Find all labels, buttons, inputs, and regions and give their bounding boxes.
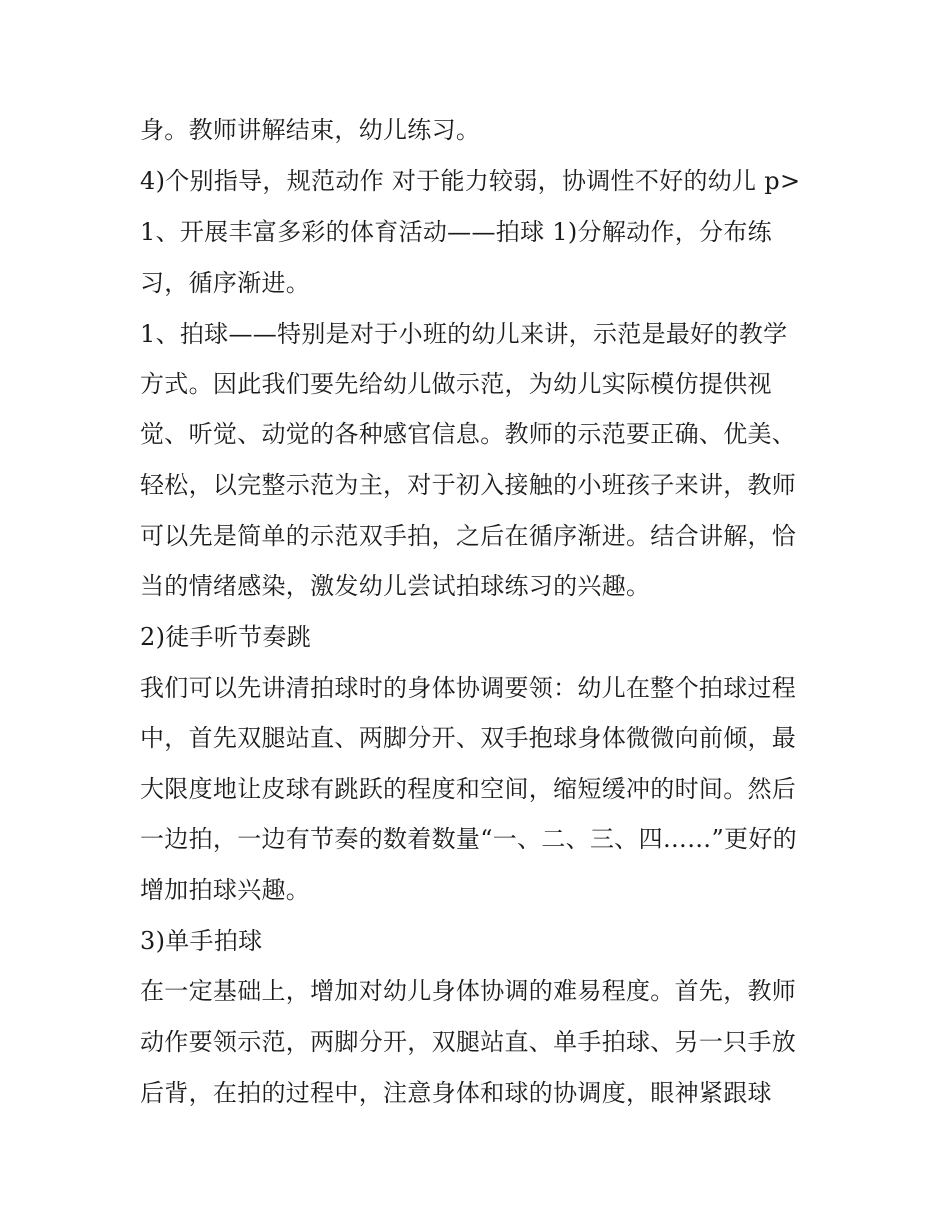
text-line: 在一定基础上，增加对幼儿身体协调的难易程度。首先，教师 xyxy=(140,977,797,1005)
text-line: 3)单手拍球 xyxy=(140,927,263,955)
text-line: 当的情绪感染，激发幼儿尝试拍球练习的兴趣。 xyxy=(140,572,651,600)
text-line: 轻松，以完整示范为主，对于初入接触的小班孩子来讲，教师 xyxy=(140,471,797,499)
text-line: 方式。因此我们要先给幼儿做示范，为幼儿实际模仿提供视 xyxy=(140,370,772,398)
text-line: 大限度地让皮球有跳跃的程度和空间，缩短缓冲的时间。然后 xyxy=(140,775,797,803)
text-line: 可以先是简单的示范双手拍，之后在循序渐进。结合讲解，恰 xyxy=(140,522,797,550)
text-line: 动作要领示范，两脚分开，双腿站直、单手拍球、另一只手放 xyxy=(140,1028,797,1056)
text-line: 一边拍，一边有节奏的数着数量“一、二、三、四……”更好的 xyxy=(140,825,797,853)
text-line: 4)个别指导，规范动作 对于能力较弱，协调性不好的幼儿 p> xyxy=(140,167,801,195)
text-line: 增加拍球兴趣。 xyxy=(140,876,311,904)
text-line: 我们可以先讲清拍球时的身体协调要领：幼儿在整个拍球过程 xyxy=(140,674,797,702)
text-line: 1、拍球——特别是对于小班的幼儿来讲，示范是最好的教学 xyxy=(140,320,788,348)
text-line: 习，循序渐进。 xyxy=(140,269,311,297)
text-line: 身。教师讲解结束，幼儿练习。 xyxy=(140,116,481,144)
text-line: 后背，在拍的过程中，注意身体和球的协调度，眼神紧跟球 xyxy=(140,1079,772,1107)
text-line: 2)徒手听节奏跳 xyxy=(140,623,312,651)
text-line: 1、开展丰富多彩的体育活动——拍球 1)分解动作，分布练 xyxy=(140,218,772,246)
text-line: 觉、听觉、动觉的各种感官信息。教师的示范要正确、优美、 xyxy=(140,420,797,448)
text-line: 中，首先双腿站直、两脚分开、双手抱球身体微微向前倾，最 xyxy=(140,724,797,752)
